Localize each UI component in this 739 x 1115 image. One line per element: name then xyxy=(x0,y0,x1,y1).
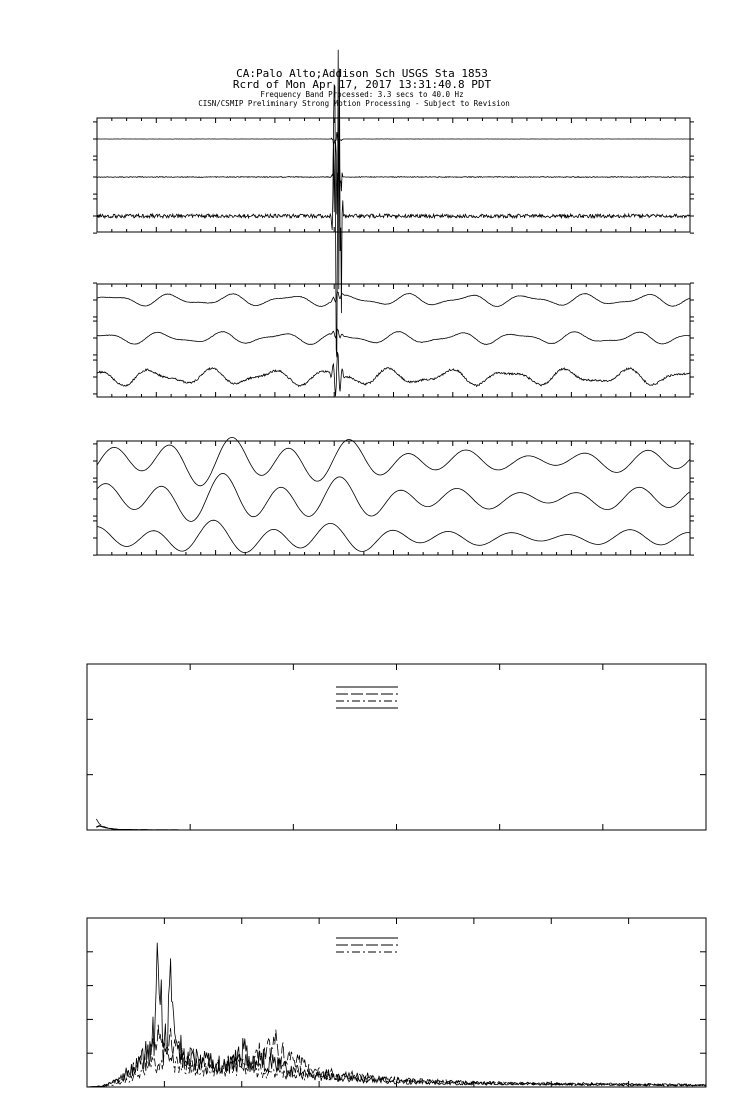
series-trace-2 xyxy=(97,329,690,344)
series-trace-1 xyxy=(97,292,690,306)
header-line-2: Rcrd of Mon Apr 17, 2017 13:31:40.8 PDT xyxy=(232,78,492,91)
series-line-1 xyxy=(96,826,706,830)
header-line-1: CA:Palo Alto;Addison Sch USGS Sta 1853 xyxy=(236,67,488,80)
series-trace-2 xyxy=(97,474,690,522)
series-line-3 xyxy=(96,819,706,830)
header-line-3: Frequency Band Processed: 3.3 secs to 40.0 Hz xyxy=(260,90,464,99)
velocity-panel xyxy=(93,283,694,397)
series-line-2 xyxy=(96,826,706,830)
velocity-fourier-spectrum-chart xyxy=(87,918,706,1087)
series-line-1 xyxy=(87,943,706,1087)
series-trace-3 xyxy=(97,352,690,396)
header-line-4: CISN/CSMIP Preliminary Strong Motion Processing - Subject to Revision xyxy=(198,99,510,108)
plot-frame xyxy=(97,118,690,232)
series-trace-3 xyxy=(97,520,690,552)
record-header xyxy=(198,67,510,108)
displacement-panel xyxy=(93,437,694,555)
plot-frame xyxy=(87,664,706,830)
series-trace-1 xyxy=(97,132,690,147)
plot-frame xyxy=(97,441,690,555)
series-trace-2 xyxy=(97,142,690,215)
spectral-acceleration-chart xyxy=(87,664,706,830)
